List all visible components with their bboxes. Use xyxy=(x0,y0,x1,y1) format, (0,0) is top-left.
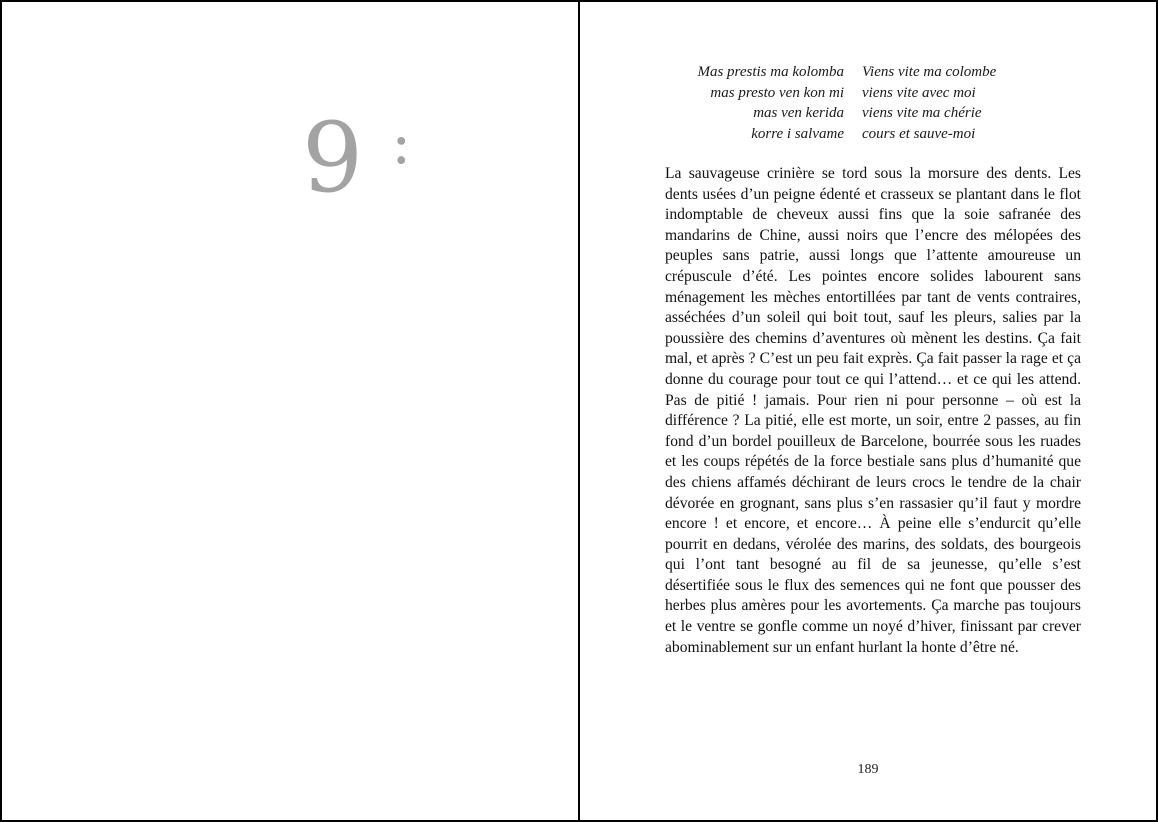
epigraph-original xyxy=(665,62,862,144)
epigraph-translation-line: viens vite ma chérie xyxy=(862,105,982,121)
right-page xyxy=(580,2,1156,820)
body-paragraph: La sauvageuse crinière se tord sous la morsure des dents. Les dents usées d’un peigne édenté et crasseux se plantant dans le flot indomptable de cheveux aussi fins que la soie safranée des mandarins de Chine, aussi noirs que l’encre des mélopées des peuples sans patrie, aussi longs que l’attente amoureuse un crépuscule d’été. Les pointes encore solides labourent sans ménagement les mèches entortillées par tant de vents contraires, asséchées d’un soleil qui boit tout, sauf les pleurs, salies par la poussière des chemins d’aventures où mènent les destins. Ça fait mal, et après ? C’est un peu fait exprès. Ça fait passer la rage et ça donne du courage pour tout ce qui l’attend… et ce qui les attend. Pas de pitié ! jamais. Pour rien ni pour personne – où est la différence ? La pitié, elle est morte, un soir, entre 2 passes, au fin fond d’un bordel pouilleux de Barcelone, bourrée sous les ruades et les coups répétés de la force bestiale sans plus d’humanité que des chiens affamés déchirant de leurs crocs le tendre de la chair dévorée en grognant, sans plus s’en rassasier qu’il faut y mordre encore ! et encore, et encore… À peine elle s’endurcit qu’elle pourrit en dedans, vérolée des marins, des soldats, des bourgeois qui l’ont tant besogné au fil de sa jeunesse, qu’elle s’est désertifiée sous le flux des semences qui ne font que pousser des herbes plus amères pour les avortements. Ça marche pas toujours et le ventre se gonfle comme un noyé d’hiver, finissant par crever abominablement sur un enfant hurlant la honte d’être né. xyxy=(665,165,1081,656)
epigraph-translation-line: Viens vite ma colombe xyxy=(862,64,997,80)
chapter-number: 9 xyxy=(302,102,368,214)
epigraph-original-line: korre i salvame xyxy=(751,125,844,142)
left-page xyxy=(2,2,580,820)
page-number: 189 xyxy=(857,762,879,777)
epigraph-translation xyxy=(862,62,996,144)
epigraph-original-line: Mas prestis ma kolomba xyxy=(697,64,844,80)
epigraph xyxy=(665,62,1085,144)
epigraph-original-line: mas ven kerida xyxy=(753,105,844,121)
epigraph-translation-line: cours et sauve-moi xyxy=(862,125,976,142)
epigraph-original-line: mas presto ven kon mi xyxy=(710,84,844,101)
chapter-separator: : xyxy=(391,108,416,178)
chapter-heading xyxy=(302,102,416,214)
body-text xyxy=(665,164,1081,658)
epigraph-translation-line: viens vite avec moi xyxy=(862,84,976,101)
